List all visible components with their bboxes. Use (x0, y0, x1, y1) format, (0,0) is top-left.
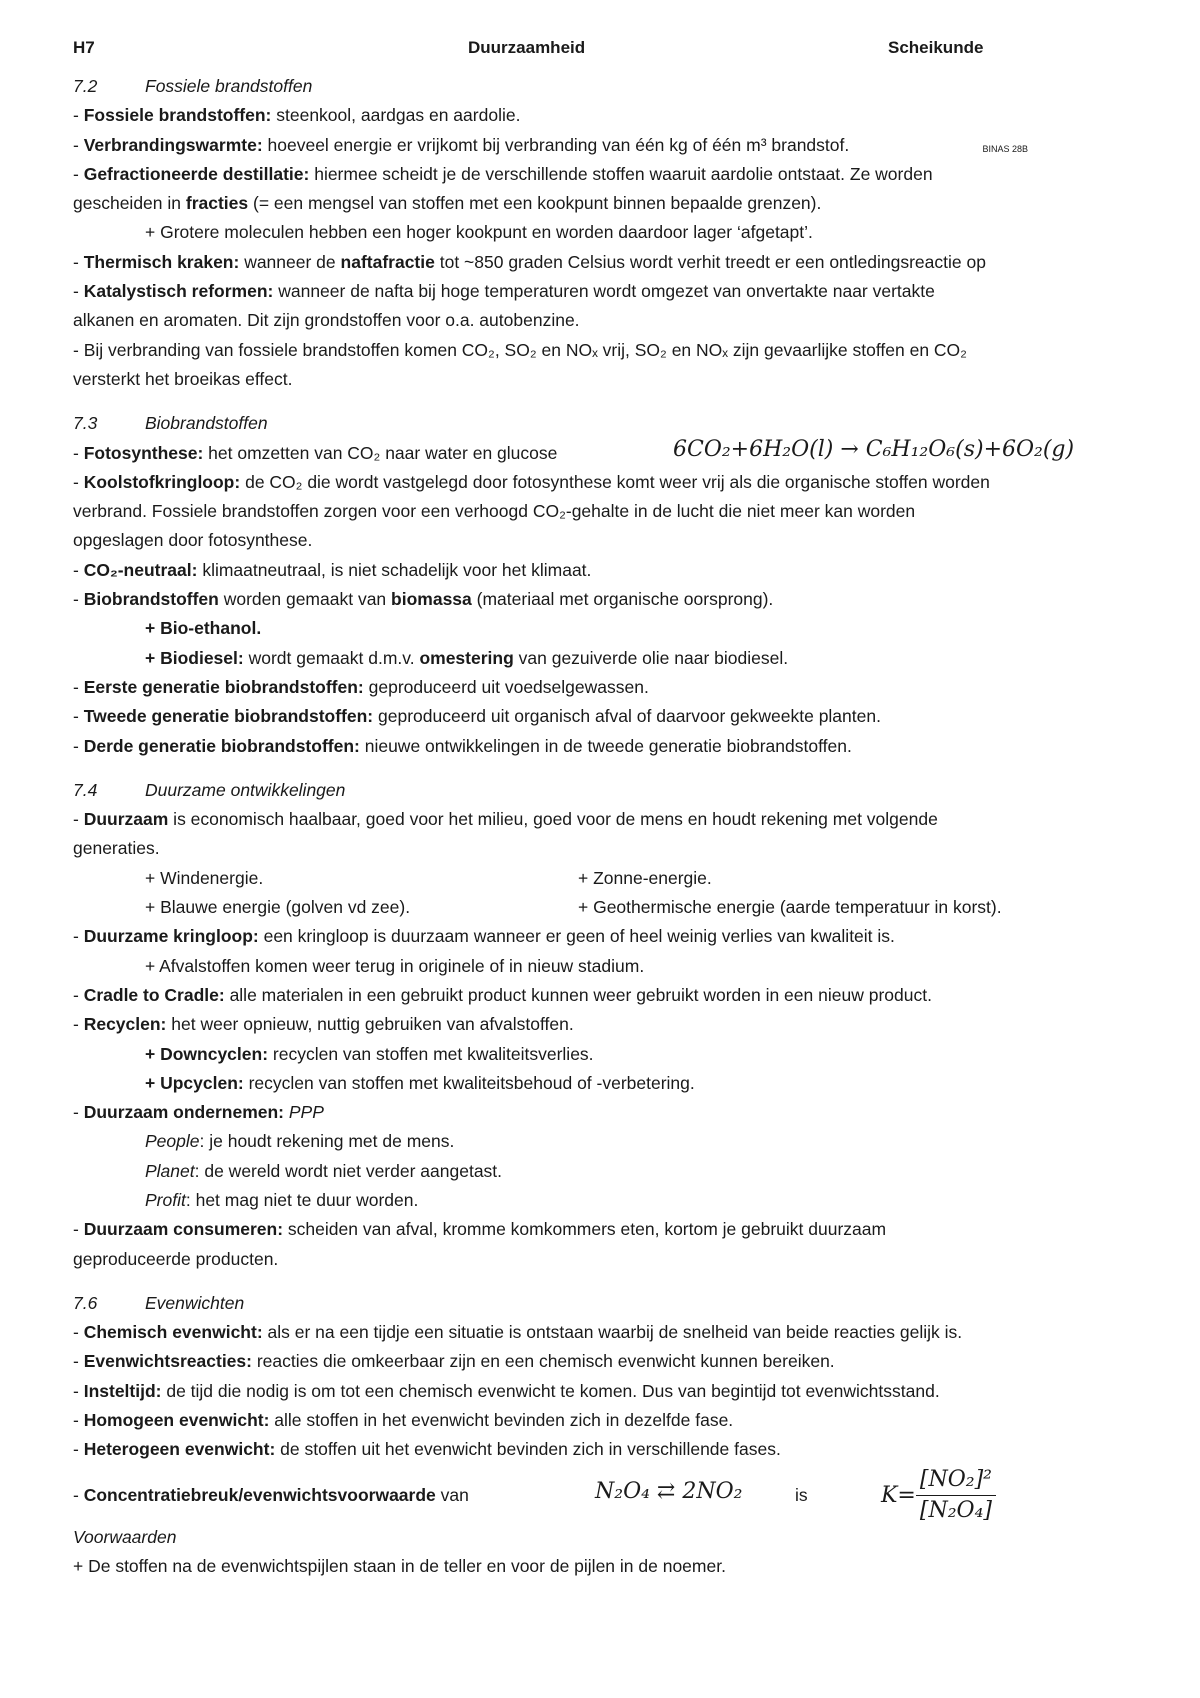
definition-line: - Verbrandingswarmte: hoeveel energie er vrijkomt bij verbranding van één kg of één m³ brandstof. BINAS 28B (73, 131, 1153, 160)
fraction-numerator: [NO₂]² (916, 1465, 996, 1496)
page-header (73, 38, 1033, 62)
sub-point: Planet: de wereld wordt niet verder aangetast. (145, 1160, 503, 1181)
conditions-heading: Voorwaarden (73, 1526, 177, 1547)
text-line: alkanen en aromaten. Dit zijn grondstoffen voor o.a. autobenzine. (73, 310, 580, 331)
definition-line: - Duurzame kringloop: een kringloop is duurzaam wanneer er geen of heel weinig verlies van kwaliteit is. (73, 926, 895, 947)
chapter-label: H7 (73, 38, 95, 57)
photosynthesis-formula: 6CO₂+6H₂O(l) → C₆H₁₂O₆(s)+6O₂(g) (673, 436, 1075, 462)
condition-item: + De stoffen na de evenwichtspijlen staan in de teller en voor de pijlen in de noemer. (73, 1555, 726, 1576)
definition-line: - Heterogeen evenwicht: de stoffen uit het evenwicht bevinden zich in verschillende fases. (73, 1439, 781, 1460)
definition-line: - Evenwichtsreacties: reacties die omkeerbaar zijn en een chemisch evenwicht kunnen bereiken. (73, 1351, 835, 1372)
section-heading-7-4: 7.4 Duurzame ontwikkelingen (73, 779, 346, 800)
definition-line: - Eerste generatie biobrandstoffen: geproduceerd uit voedselgewassen. (73, 676, 649, 697)
definition-line: - Fossiele brandstoffen: steenkool, aardgas en aardolie. (73, 105, 521, 126)
section-heading-7-6: 7.6 Evenwichten (73, 1292, 245, 1313)
binas-reference: BINAS 28B (982, 143, 1028, 154)
definition-line: - Fotosynthese: het omzetten van CO₂ naar water en glucose 6CO₂+6H₂O(l) → C₆H₁₂O₆(s)+6O₂(g) (73, 436, 1075, 463)
sub-point: + Blauwe energie (golven vd zee). + Geothermische energie (aarde temperatuur in korst). (145, 897, 1002, 918)
sub-point: + Downcyclen: recyclen van stoffen met kwaliteitsverlies. (145, 1043, 594, 1064)
text-line: verbrand. Fossiele brandstoffen zorgen voor een verhoogd CO₂-gehalte in de lucht die niet meer kan worden (73, 501, 916, 522)
sub-point: + Bio-ethanol. (145, 618, 262, 639)
sub-point: + Grotere moleculen hebben een hoger kookpunt en worden daardoor lager ‘afgetapt’. (145, 222, 813, 243)
reaction-equation: N₂O₄ ⇄ 2NO₂ (595, 1478, 743, 1504)
sub-point: + Afvalstoffen komen weer terug in originele of in nieuw stadium. (145, 955, 645, 976)
equilibrium-expression-line: - Concentratiebreuk/evenwichtsvoorwaarde van N₂O₄ ⇄ 2NO₂ is K= $\frac{\text{[NO₂]²}}{\text{[N₂O₄]}}$ (73, 1465, 1153, 1523)
text-line: geproduceerde producten. (73, 1248, 279, 1269)
sub-point: People: je houdt rekening met de mens. (145, 1131, 455, 1152)
equilibrium-constant: K= $\frac{\text{[NO₂]²}}{\text{[N₂O₄]}}$ (881, 1465, 996, 1526)
definition-line: - Duurzaam is economisch haalbaar, goed voor het milieu, goed voor de mens en houdt rekening met volgende (73, 809, 938, 830)
definition-line: - Derde generatie biobrandstoffen: nieuwe ontwikkelingen in de tweede generatie biobrandstoffen. (73, 735, 852, 756)
definition-line: - Katalystisch reformen: wanneer de nafta bij hoge temperaturen wordt omgezet van onvertakte naar vertakte (73, 281, 935, 302)
text-line: versterkt het broeikas effect. (73, 368, 293, 389)
sub-point: + Upcyclen: recyclen van stoffen met kwaliteitsbehoud of -verbetering. (145, 1072, 695, 1093)
definition-line: - Gefractioneerde destillatie: hiermee scheidt je de verschillende stoffen waaruit aardolie ontstaat. Ze worden (73, 163, 933, 184)
sub-point: + Biodiesel: wordt gemaakt d.m.v. omestering van gezuiverde olie naar biodiesel. (145, 647, 789, 668)
subject-label: Scheikunde (888, 38, 984, 57)
definition-line: - Tweede generatie biobrandstoffen: geproduceerd uit organisch afval of daarvoor gekweekte planten. (73, 706, 881, 727)
sub-point: + Windenergie. + Zonne-energie. (145, 867, 712, 888)
definition-line: - Koolstofkringloop: de CO₂ die wordt vastgelegd door fotosynthese komt weer vrij als die organische stoffen worden (73, 471, 990, 492)
definition-line: - Thermisch kraken: wanneer de naftafractie tot ~850 graden Celsius wordt verhit treedt er een ontledingsreactie op (73, 251, 986, 272)
notes-content (73, 72, 1153, 1581)
definition-line: - CO₂-neutraal: klimaatneutraal, is niet schadelijk voor het klimaat. (73, 559, 592, 580)
text-line: - Bij verbranding van fossiele brandstoffen komen CO₂, SO₂ en NOₓ vrij, SO₂ en NOₓ zijn gevaarlijke stoffen en CO₂ (73, 339, 967, 360)
definition-line: - Duurzaam ondernemen: PPP (73, 1102, 324, 1123)
fraction-denominator: [N₂O₄] (919, 1497, 992, 1523)
definition-line: - Cradle to Cradle: alle materialen in een gebruikt product kunnen weer gebruikt worden in een nieuw product. (73, 984, 932, 1005)
definition-line: - Chemisch evenwicht: als er na een tijdje een situatie is ontstaan waarbij de snelheid van beide reacties gelijk is. (73, 1322, 963, 1343)
definition-line: - Insteltijd: de tijd die nodig is om tot een chemisch evenwicht te komen. Dus van begintijd tot evenwichtsstand. (73, 1380, 940, 1401)
definition-line: - Duurzaam consumeren: scheiden van afval, kromme komkommers eten, kortom je gebruikt duurzaam (73, 1219, 887, 1240)
sub-point: Profit: het mag niet te duur worden. (145, 1189, 419, 1210)
chapter-title: Duurzaamheid (468, 38, 586, 57)
text-line: opgeslagen door fotosynthese. (73, 530, 313, 551)
definition-line: - Homogeen evenwicht: alle stoffen in het evenwicht bevinden zich in dezelfde fase. (73, 1410, 734, 1431)
definition-line: - Recyclen: het weer opnieuw, nuttig gebruiken van afvalstoffen. (73, 1014, 574, 1035)
section-heading-7-3: 7.3 Biobrandstoffen (73, 413, 268, 434)
text-line: generaties. (73, 838, 160, 859)
text-line: gescheiden in fracties (= een mengsel van stoffen met een kookpunt binnen bepaalde grenzen). (73, 193, 822, 214)
section-heading-7-2: 7.2 Fossiele brandstoffen (73, 76, 313, 96)
definition-line: - Biobrandstoffen worden gemaakt van biomassa (materiaal met organische oorsprong). (73, 589, 774, 610)
